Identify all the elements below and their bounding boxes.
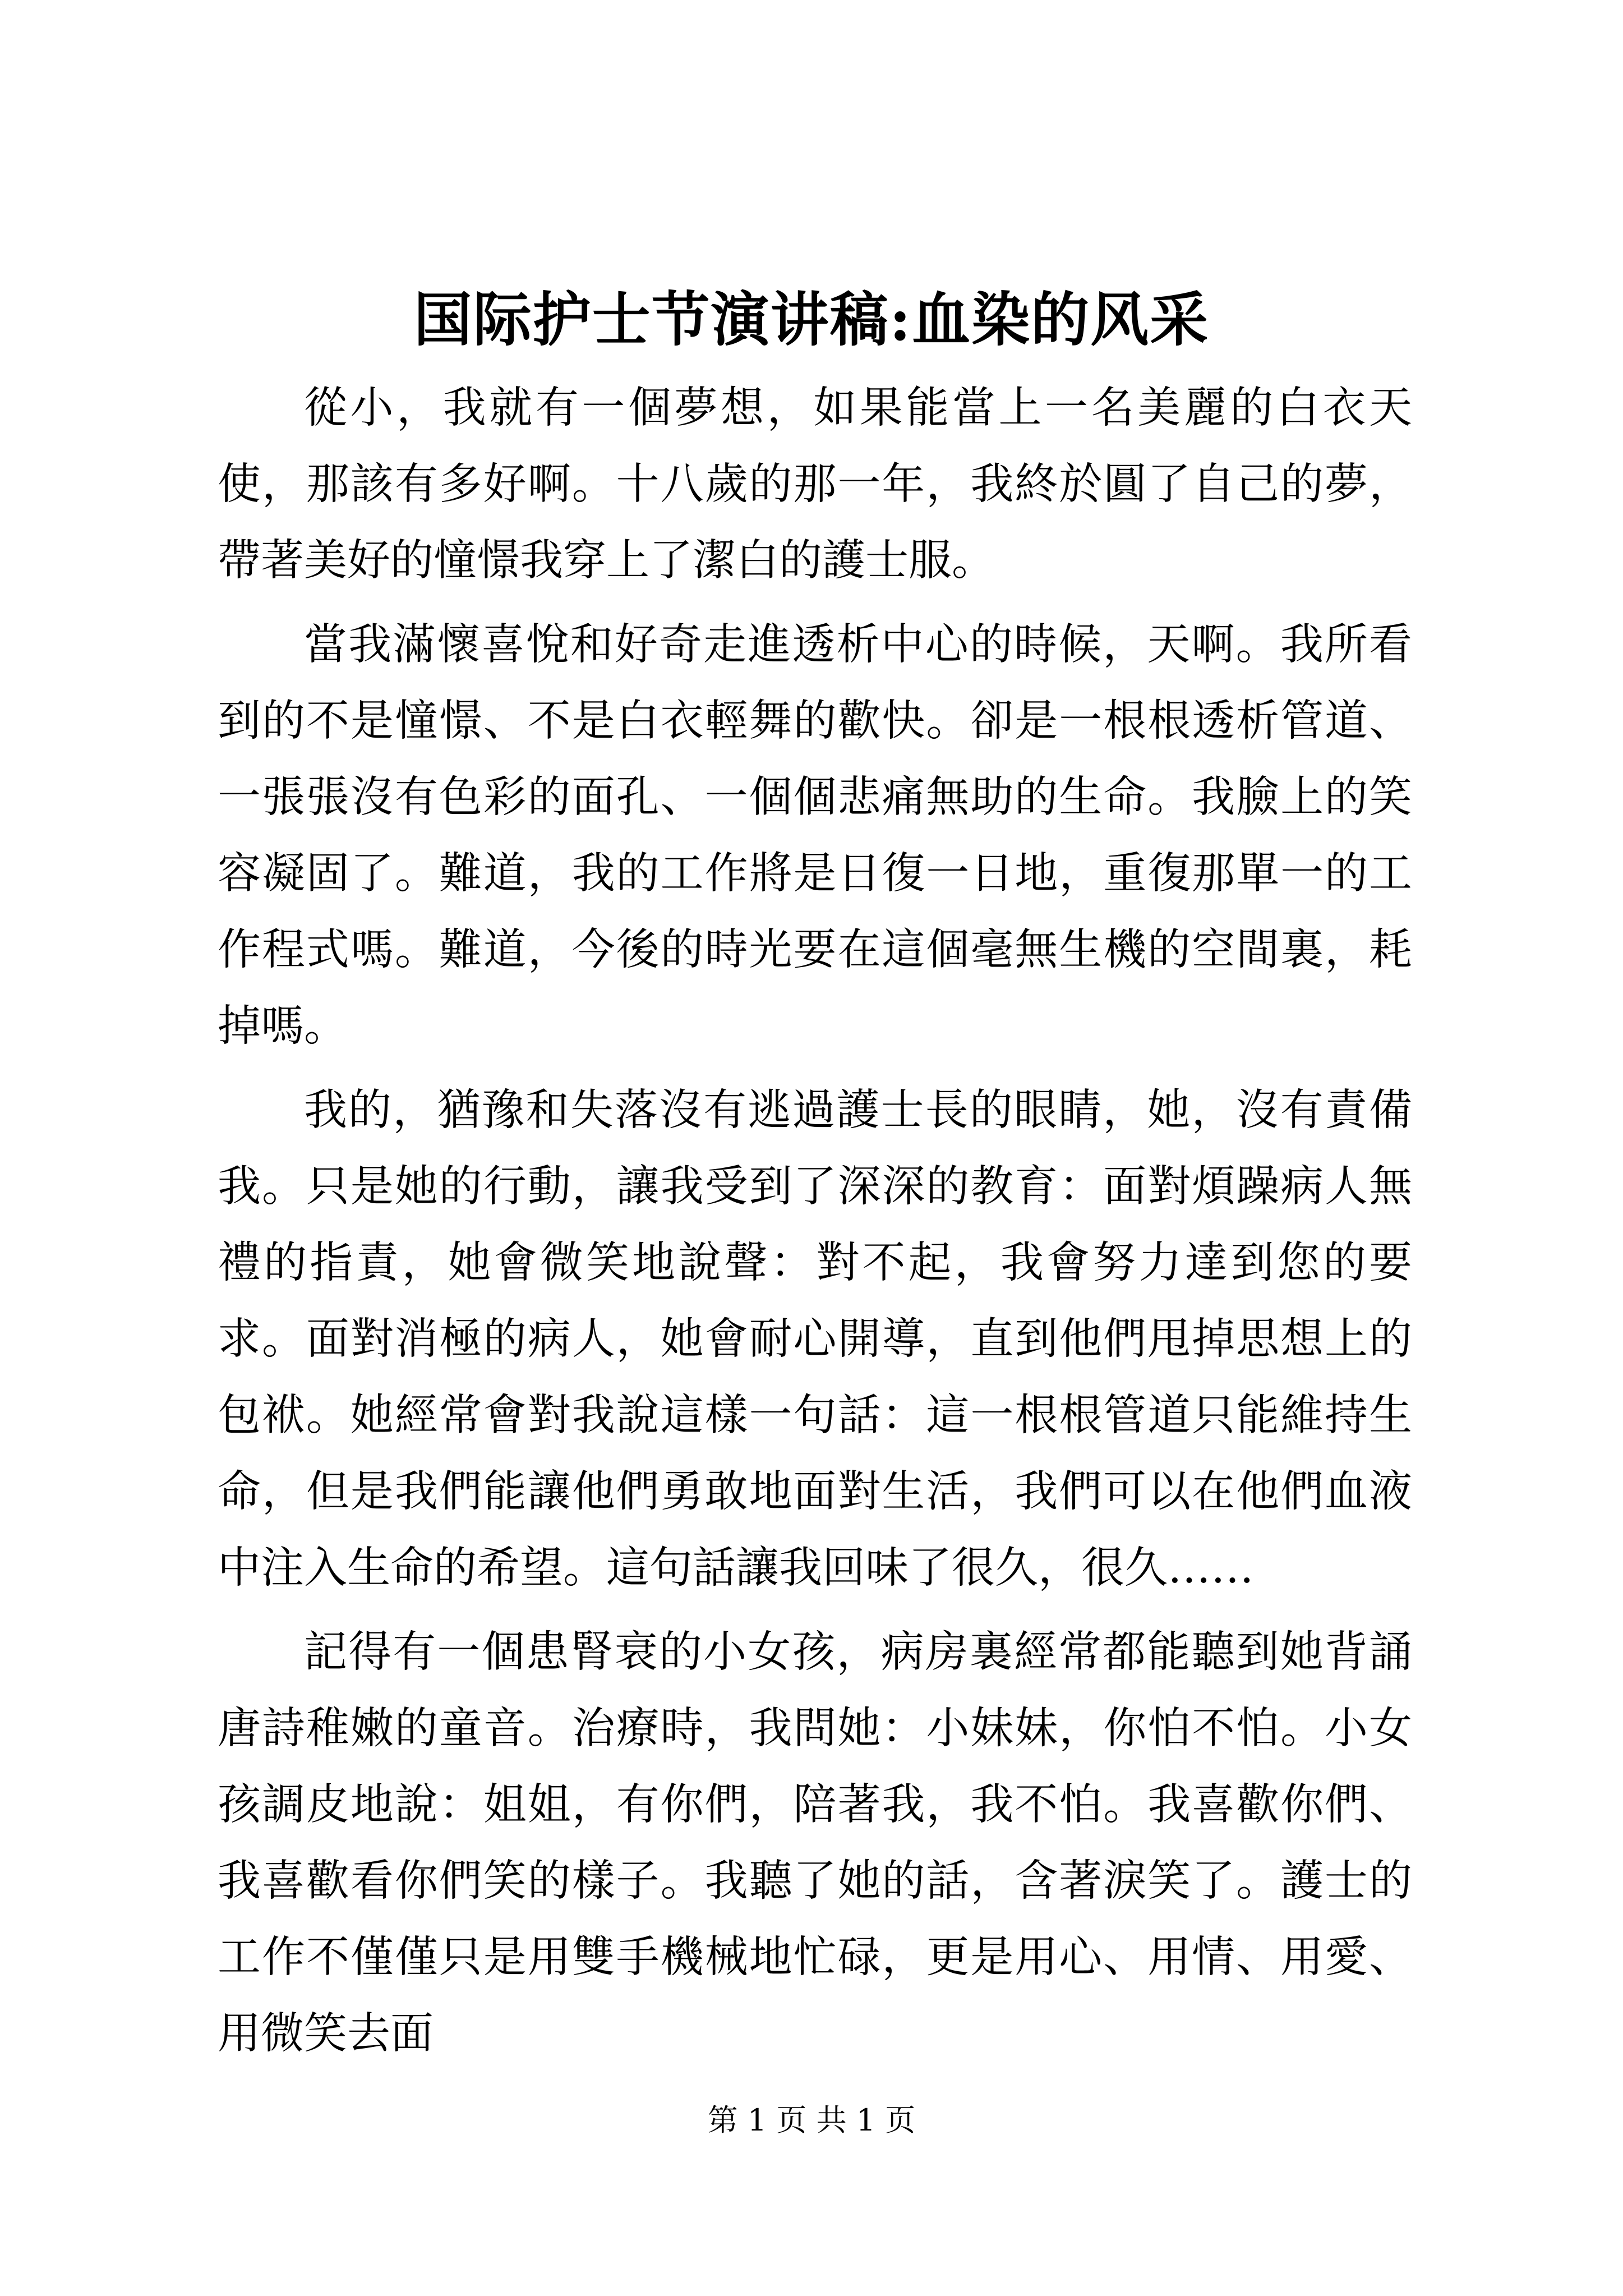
paragraph-4: 記得有一個患腎衰的小女孩，病房裏經常都能聽到她背誦唐詩稚嫩的童音。治療時，我問她：小妹妹，你怕不怕。小女孩調皮地說：姐姐，有你們，陪著我，我不怕。我喜歡你們、我喜歡看你們笑的樣子。我聽了她的話，含著淚笑了。護士的工作不僅僅只是用雙手機械地忙碌，更是用心、用情、用愛、用微笑去面 bbox=[218, 1627, 1412, 2059]
paragraph-1: 從小，我就有一個夢想，如果能當上一名美麗的白衣天使，那該有多好啊。十八歲的那一年，我終於圓了自己的夢，帶著美好的憧憬我穿上了潔白的護士服。 bbox=[218, 383, 1412, 586]
page-number-footer: 第 1 页 共 1 页 bbox=[707, 2102, 916, 2138]
paragraph-2: 當我滿懷喜悅和好奇走進透析中心的時候，天啊。我所看到的不是憧憬、不是白衣輕舞的歡快。卻是一根根透析管道、一張張沒有色彩的面孔、一個個悲痛無助的生命。我臉上的笑容凝固了。難道，我的工作將是日復一日地，重復那單一的工作程式嗎。難道，今後的時光要在這個毫無生機的空間裏，耗掉嗎。 bbox=[218, 620, 1412, 1051]
document-body bbox=[218, 370, 1412, 2070]
document-title: 国际护士节演讲稿:血染的风采 bbox=[413, 285, 1210, 354]
paragraph-3: 我的，猶豫和失落沒有逃過護士長的眼睛，她，沒有責備我。只是她的行動，讓我受到了深深的教育：面對煩躁病人無禮的指責，她會微笑地說聲：對不起，我會努力達到您的要求。面對消極的病人，她會耐心開導，直到他們甩掉思想上的包袱。她經常會對我說這樣一句話：這一根根管道只能維持生命，但是我們能讓他們勇敢地面對生活，我們可以在他們血液中注入生命的希望。這句話讓我回味了很久，很久…… bbox=[218, 1085, 1412, 1593]
